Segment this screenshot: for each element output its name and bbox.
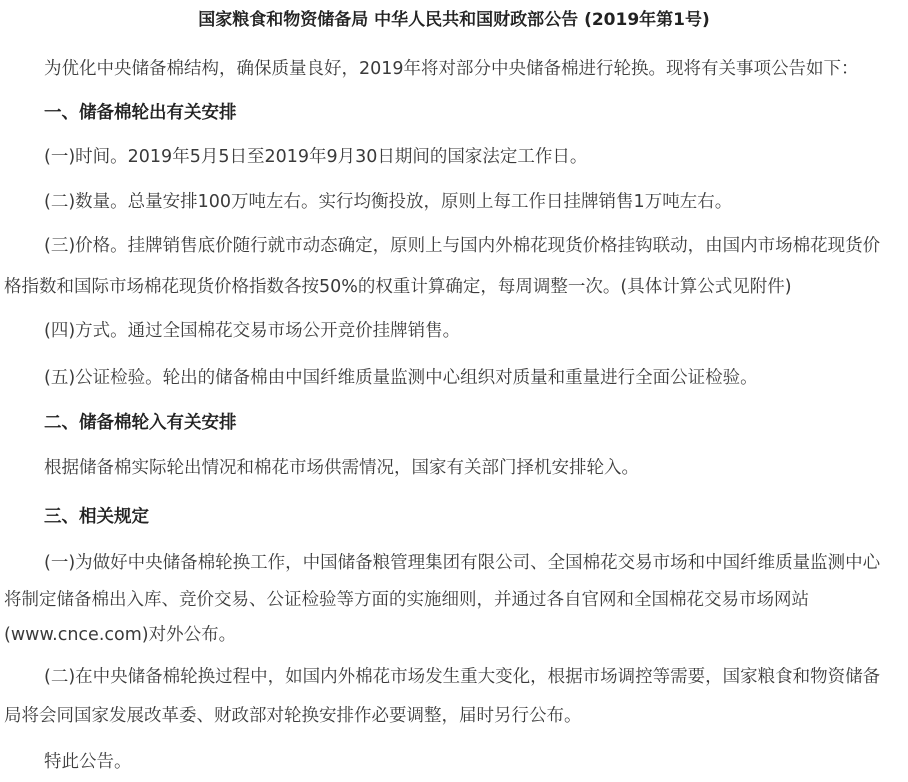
paragraph-line: (www.cnce.com)对外公布。: [4, 625, 237, 645]
section3-item-2: [4, 657, 908, 736]
section3-heading: 三、相关规定: [44, 507, 149, 527]
section1-item-time: (一)时间。2019年5月5日至2019年9月30日期间的国家法定工作日。: [44, 147, 588, 167]
intro-paragraph: 为优化中央储备棉结构，确保质量良好，2019年将对部分中央储备棉进行轮换。现将有关事项公告如下：: [44, 59, 859, 79]
paragraph-line: 格指数和国际市场棉花现货价格指数各按50%的权重计算确定，每周调整一次。(具体计算公式见附件): [4, 277, 792, 297]
section2-heading: 二、储备棉轮入有关安排: [44, 413, 237, 433]
section2-text: 根据储备棉实际轮出情况和棉花市场供需情况，国家有关部门择机安排轮入。: [44, 458, 639, 478]
paragraph-line: (三)价格。挂牌销售底价随行就市动态确定，原则上与国内外棉花现货价格挂钩联动，由国内市场棉花现货价: [44, 236, 881, 256]
section1-heading: 一、储备棉轮出有关安排: [44, 103, 237, 123]
paragraph-line: 局将会同国家发展改革委、财政部对轮换安排作必要调整，届时另行公布。: [4, 706, 582, 726]
paragraph-line: (一)为做好中央储备棉轮换工作，中国储备粮管理集团有限公司、全国棉花交易市场和中国纤维质量监测中心: [44, 553, 881, 573]
page-title: 国家粮食和物资储备局 中华人民共和国财政部公告 (2019年第1号): [198, 10, 710, 30]
section1-item-price: [4, 226, 908, 307]
section1-item-quantity: (二)数量。总量安排100万吨左右。实行均衡投放，原则上每工作日挂牌销售1万吨左右。: [44, 192, 733, 212]
closing-text: 特此公告。: [44, 752, 132, 772]
paragraph-line: 将制定储备棉出入库、竞价交易、公证检验等方面的实施细则，并通过各自官网和全国棉花交易市场网站: [4, 590, 809, 610]
paragraph-line: (二)在中央储备棉轮换过程中，如国内外棉花市场发生重大变化，根据市场调控等需要，国家粮食和物资储备: [44, 667, 881, 687]
section1-item-inspection: (五)公证检验。轮出的储备棉由中国纤维质量监测中心组织对质量和重量进行全面公证检验。: [44, 368, 758, 388]
section1-item-method: (四)方式。通过全国棉花交易市场公开竞价挂牌销售。: [44, 321, 461, 341]
section3-item-1: [4, 543, 908, 655]
